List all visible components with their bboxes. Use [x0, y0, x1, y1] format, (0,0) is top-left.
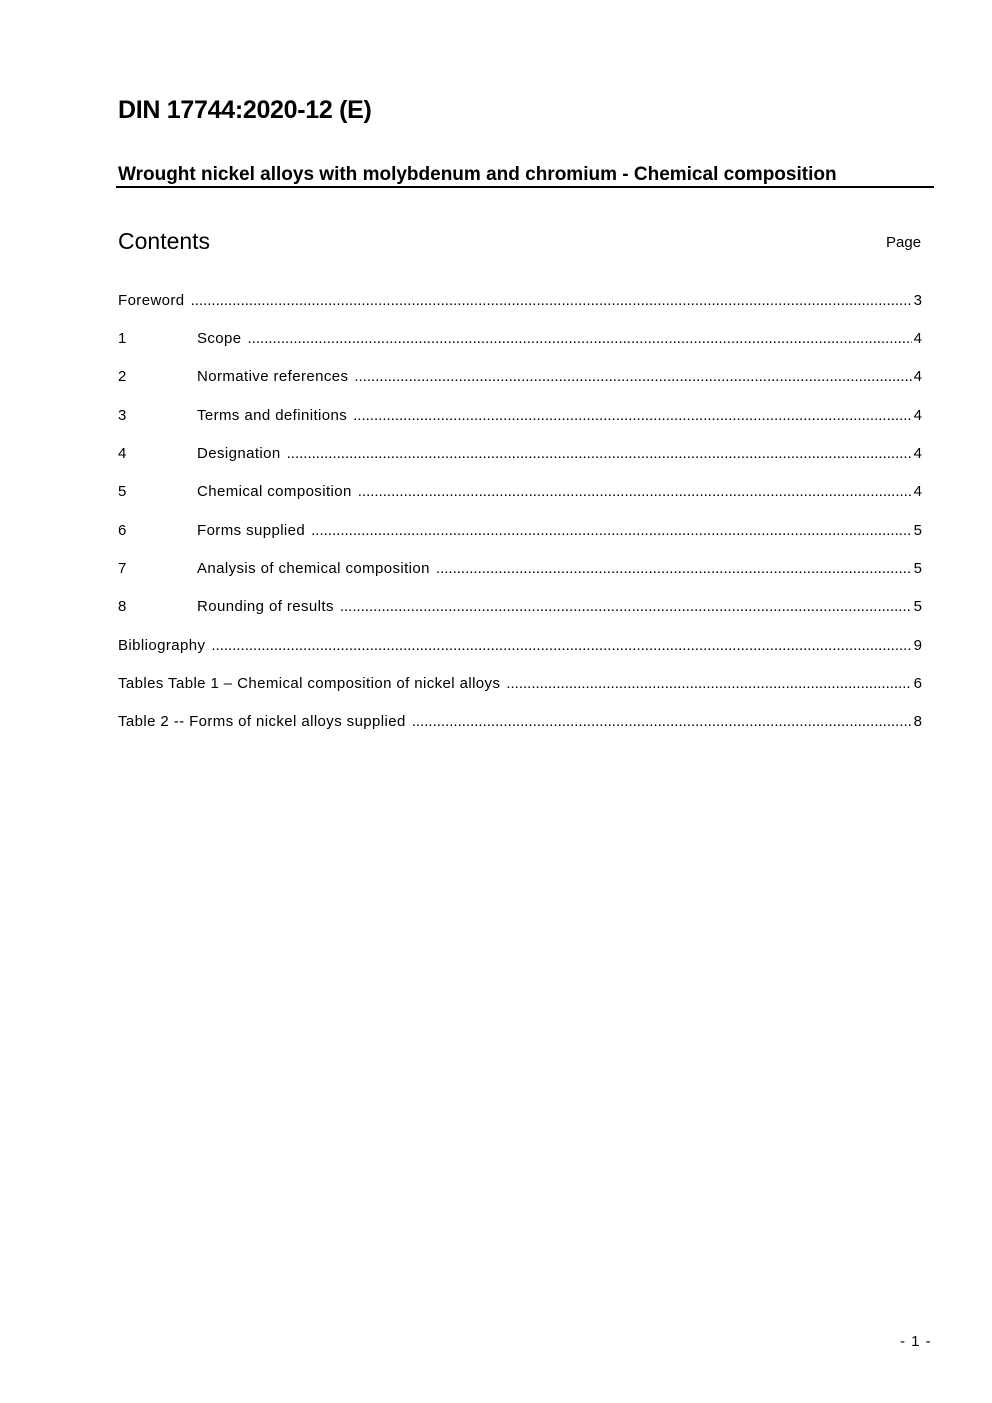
toc-entry-page: 4 [913, 368, 922, 385]
toc-entry-label: Scope [197, 330, 242, 347]
toc-entry-table-2[interactable] [118, 711, 922, 733]
toc-entry-number: 3 [118, 407, 127, 424]
toc-entry-label: Terms and definitions [197, 407, 348, 424]
toc-entry-label: Foreword [118, 292, 185, 309]
toc-entry-bibliography[interactable] [118, 635, 922, 657]
dot-leader [353, 405, 912, 427]
toc-entry-terms-and-definitions[interactable] [118, 405, 922, 427]
toc-entry-page: 3 [913, 292, 922, 309]
toc-entry-number: 5 [118, 483, 127, 500]
dot-leader [436, 558, 912, 580]
toc-entry-normative-references[interactable] [118, 366, 922, 388]
title-underline [116, 186, 934, 188]
toc-entry-foreword[interactable] [118, 290, 922, 312]
dot-leader [506, 673, 911, 695]
toc-entry-page: 4 [913, 445, 922, 462]
toc-entry-label: Analysis of chemical composition [197, 560, 430, 577]
toc-entry-page: 6 [913, 675, 922, 692]
dot-leader [211, 635, 911, 657]
toc-entry-page: 5 [913, 598, 922, 615]
dot-leader [311, 520, 912, 542]
dot-leader [248, 328, 912, 350]
toc-entry-number: 4 [118, 445, 127, 462]
toc-entry-page: 5 [913, 560, 922, 577]
toc-entry-label: Table 2 -- Forms of nickel alloys supplied [118, 713, 406, 730]
toc-entry-label: Tables Table 1 – Chemical composition of nickel alloys [118, 675, 501, 692]
page-number: - 1 - [900, 1333, 932, 1350]
contents-heading: Contents [118, 228, 211, 254]
toc-entry-label: Designation [197, 445, 281, 462]
dot-leader [412, 711, 912, 733]
document-id: DIN 17744:2020-12 (E) [118, 96, 372, 124]
toc-entry-table-1[interactable] [118, 673, 922, 695]
toc-entry-forms-supplied[interactable] [118, 520, 922, 542]
toc-entry-rounding-of-results[interactable] [118, 596, 922, 618]
toc-entry-page: 4 [913, 330, 922, 347]
toc-entry-number: 7 [118, 560, 127, 577]
dot-leader [191, 290, 912, 312]
toc-entry-chemical-composition[interactable] [118, 481, 922, 503]
dot-leader [354, 366, 911, 388]
toc-entry-page: 4 [913, 407, 922, 424]
toc-entry-scope[interactable] [118, 328, 922, 350]
toc-entry-designation[interactable] [118, 443, 922, 465]
toc-entry-label: Rounding of results [197, 598, 334, 615]
toc-entry-label: Normative references [197, 368, 349, 385]
toc-entry-number: 8 [118, 598, 127, 615]
toc-entry-label: Chemical composition [197, 483, 352, 500]
document-title: Wrought nickel alloys with molybdenum and chromium - Chemical composition [118, 164, 837, 185]
dot-leader [287, 443, 912, 465]
toc-entry-page: 9 [913, 637, 922, 654]
toc-entry-number: 1 [118, 330, 127, 347]
toc-entry-analysis-of-chemical-composition[interactable] [118, 558, 922, 580]
toc-entry-number: 2 [118, 368, 127, 385]
page-column-heading: Page [886, 234, 922, 251]
toc-entry-page: 5 [913, 522, 922, 539]
toc-entry-label: Forms supplied [197, 522, 306, 539]
toc-entry-number: 6 [118, 522, 127, 539]
toc-entry-page: 8 [913, 713, 922, 730]
dot-leader [340, 596, 912, 618]
dot-leader [358, 481, 912, 503]
toc-entry-page: 4 [913, 483, 922, 500]
toc-entry-label: Bibliography [118, 637, 206, 654]
